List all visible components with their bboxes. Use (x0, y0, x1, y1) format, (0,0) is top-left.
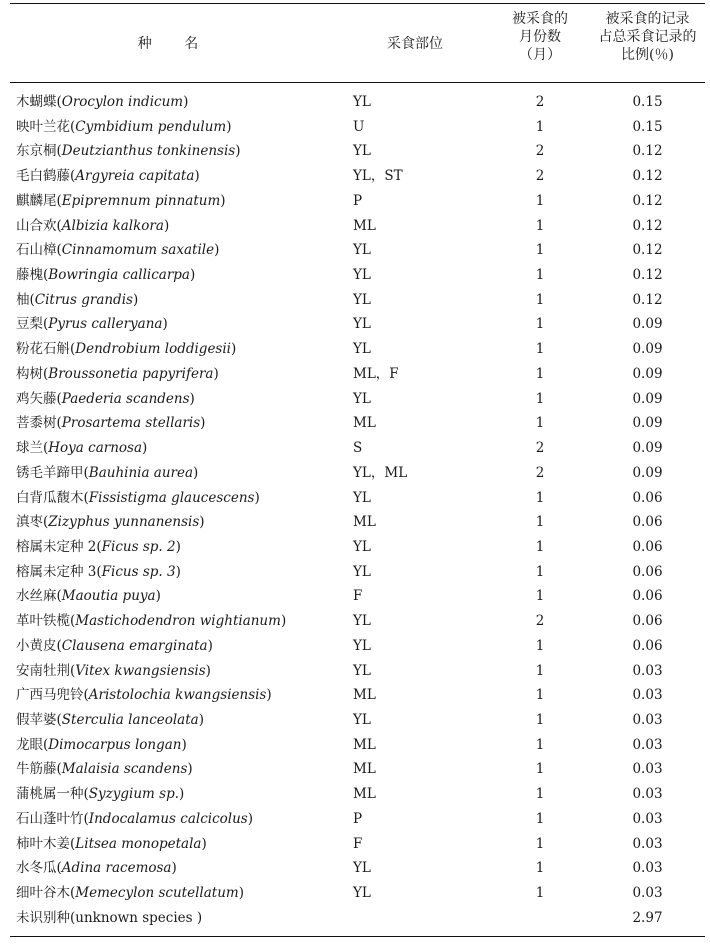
table-body (10, 92, 705, 932)
months-count-cell: 2 (535, 143, 545, 160)
species-chinese-name: 假苹婆 (16, 711, 57, 728)
species-name-cell: 榕属未定种 3(Ficus sp. 3) (16, 563, 181, 580)
table-row (10, 339, 705, 364)
table-row (10, 636, 705, 661)
species-latin-name: Bauhinia aurea (88, 464, 194, 481)
months-count-cell: 2 (535, 440, 545, 457)
table-row (10, 512, 705, 537)
species-chinese-name: 鸡矢藤 (16, 390, 57, 407)
species-latin-name: Fissistigma glaucescens (88, 489, 255, 506)
forage-part-cell: P (353, 810, 363, 827)
months-count-cell: 2 (535, 94, 545, 110)
months-count-cell: 1 (535, 242, 545, 259)
species-chinese-name: 细叶谷木 (16, 885, 70, 901)
table-row (10, 92, 705, 117)
species-chinese-name: 构树 (16, 365, 43, 382)
species-name-cell: 安南牡荆(Vitex kwangsiensis) (16, 662, 211, 679)
months-count-cell: 1 (535, 316, 545, 333)
table-row (10, 537, 705, 562)
record-ratio-cell: 0.15 (632, 94, 663, 110)
species-latin-name: Sterculia lanceolata (61, 711, 199, 728)
months-count-cell: 1 (535, 365, 545, 382)
species-chinese-name: 榕属未定种 3 (16, 563, 97, 580)
species-chinese-name: 龙眼 (16, 736, 43, 753)
months-count-cell: 1 (535, 885, 545, 901)
record-ratio-cell: 0.12 (632, 242, 663, 259)
forage-part-cell: YL (353, 538, 371, 555)
header-months-line: 月份数 (519, 29, 561, 45)
header-part: 采食部位 (387, 36, 443, 52)
record-ratio-cell: 0.06 (632, 563, 663, 580)
species-name-cell: 粉花石斛(Dendrobium loddigesii) (16, 341, 237, 358)
record-ratio-cell: 0.03 (632, 786, 663, 803)
forage-part-cell: YL (353, 291, 371, 308)
species-chinese-name: 柚 (16, 291, 30, 308)
table-row (10, 364, 705, 389)
table-row (10, 735, 705, 760)
forage-part-cell: P (353, 192, 363, 209)
species-latin-name: Clausena emarginata (61, 637, 208, 654)
months-count-cell: 1 (535, 538, 545, 555)
species-latin-name: Deutzianthus tonkinensis (61, 143, 236, 160)
species-chinese-name: 木蝴蝶 (16, 94, 57, 110)
species-latin-name: Dendrobium loddigesii (75, 341, 231, 358)
species-chinese-name: 广西马兜铃 (16, 687, 84, 704)
species-name-cell: 石山樟(Cinnamomum saxatile) (16, 242, 220, 259)
header-ratio-line: 被采食的记录 (605, 11, 690, 27)
species-latin-name: Ficus sp. 3 (101, 563, 176, 580)
record-ratio-cell: 0.03 (632, 761, 663, 778)
forage-part-cell: YL (353, 637, 371, 654)
record-ratio-cell: 0.09 (632, 464, 663, 481)
species-name-cell: 菩黍树(Prosartema stellaris) (16, 415, 206, 432)
header-ratio-line: 比例(％) (621, 47, 674, 63)
months-count-cell: 1 (535, 341, 545, 358)
forage-part-cell: YL (353, 563, 371, 580)
species-name-cell: 鸡矢藤(Paederia scandens) (16, 390, 195, 407)
record-ratio-cell: 0.03 (632, 711, 663, 728)
species-chinese-name: 毛白鹤藤 (16, 168, 70, 185)
forage-part-cell: ML (353, 761, 376, 778)
months-count-cell: 1 (535, 588, 545, 605)
record-ratio-cell: 0.06 (632, 613, 663, 630)
table-row (10, 710, 705, 735)
species-latin-name: Adina racemosa (61, 860, 172, 877)
forage-part-cell: YL (353, 267, 371, 284)
species-name-cell: 水冬瓜(Adina racemosa) (16, 860, 177, 877)
forage-part-cell: ML (353, 415, 376, 432)
species-chinese-name: 映叶兰花 (16, 118, 70, 135)
species-latin-name: Pyrus calleryana (48, 316, 163, 333)
species-name-cell: 滇枣(Zizyphus yunnanensis) (16, 514, 205, 531)
table-row (10, 809, 705, 834)
species-name-cell: 蒲桃属一种(Syzygium sp.) (16, 786, 185, 803)
record-ratio-cell: 0.03 (632, 835, 663, 852)
table-row (10, 141, 705, 166)
record-ratio-cell: 0.09 (632, 415, 663, 432)
species-name-cell: 小黄皮(Clausena emarginata) (16, 637, 213, 654)
species-latin-name: Vitex kwangsiensis (75, 662, 206, 679)
months-count-cell: 1 (535, 291, 545, 308)
record-ratio-cell: 2.97 (632, 909, 663, 926)
species-chinese-name: 粉花石斛 (16, 341, 70, 358)
species-chinese-name: 滇枣 (16, 514, 43, 531)
species-name-cell: 龙眼(Dimocarpus longan) (16, 736, 187, 753)
species-chinese-name: 白背瓜馥木 (16, 489, 84, 506)
table-row (10, 166, 705, 191)
species-latin-name: Ficus sp. 2 (101, 538, 176, 555)
table-row (10, 883, 705, 908)
species-latin-name: Argyreia capitata (75, 168, 195, 185)
months-count-cell: 1 (535, 835, 545, 852)
species-name-cell: 未识别种(unknown species ) (16, 909, 203, 926)
header-months (490, 10, 590, 64)
table-row (10, 834, 705, 859)
species-latin-name: Cymbidium pendulum (75, 118, 227, 135)
record-ratio-cell: 0.03 (632, 662, 663, 679)
record-ratio-cell: 0.09 (632, 341, 663, 358)
species-latin-name: Dimocarpus longan (48, 736, 182, 753)
table-row (10, 216, 705, 241)
forage-part-cell: YL (353, 662, 371, 679)
species-chinese-name: 麒麟尾 (16, 192, 57, 209)
table-row (10, 240, 705, 265)
forage-part-cell: ML (353, 786, 376, 803)
header-months-line: 被采食的 (512, 11, 568, 27)
months-count-cell: 1 (535, 637, 545, 654)
species-latin-name: unknown species (75, 909, 197, 926)
forage-part-cell: YL (353, 711, 371, 728)
months-count-cell: 1 (535, 662, 545, 679)
table-row (10, 759, 705, 784)
species-latin-name: Orocylon indicum (61, 94, 184, 110)
record-ratio-cell: 0.09 (632, 365, 663, 382)
forage-part-cell: YL (353, 860, 371, 877)
species-name-cell: 麒麟尾(Epipremnum pinnatum) (16, 192, 226, 209)
species-name-cell: 柿叶木姜(Litsea monopetala) (16, 835, 207, 852)
months-count-cell: 1 (535, 514, 545, 531)
months-count-cell: 1 (535, 390, 545, 407)
species-latin-name: Aristolochia kwangsiensis (88, 687, 267, 704)
months-count-cell: 1 (535, 489, 545, 506)
months-count-cell: 1 (535, 687, 545, 704)
table-row (10, 784, 705, 809)
species-latin-name: Broussonetia papyrifera (48, 365, 214, 382)
species-name-cell: 革叶铁榄(Mastichodendron wightianum) (16, 613, 287, 630)
table-row (10, 685, 705, 710)
species-name-cell: 藤槐(Bowringia callicarpa) (16, 267, 196, 284)
record-ratio-cell: 0.06 (632, 514, 663, 531)
months-count-cell: 2 (535, 613, 545, 630)
months-count-cell: 2 (535, 168, 545, 185)
forage-part-cell: U (353, 118, 365, 135)
record-ratio-cell: 0.12 (632, 267, 663, 284)
record-ratio-cell: 0.03 (632, 860, 663, 877)
species-chinese-name: 榕属未定种 2 (16, 538, 97, 555)
species-latin-name: Albizia kalkora (61, 217, 164, 234)
forage-part-cell: F (353, 835, 363, 852)
species-name-cell: 石山蓬叶竹(Indocalamus calcicolus) (16, 810, 253, 827)
record-ratio-cell: 0.12 (632, 168, 663, 185)
species-latin-name: Bowringia callicarpa (48, 267, 190, 284)
species-name-cell: 细叶谷木(Memecylon scutellatum) (16, 885, 244, 901)
months-count-cell: 1 (535, 810, 545, 827)
species-chinese-name: 未识别种 (16, 909, 70, 926)
species-chinese-name: 革叶铁榄 (16, 613, 70, 630)
months-count-cell: 1 (535, 217, 545, 234)
months-count-cell: 1 (535, 736, 545, 753)
header-ratio (590, 10, 705, 64)
table-row (10, 463, 705, 488)
species-chinese-name: 牛筋藤 (16, 761, 57, 778)
record-ratio-cell: 0.06 (632, 489, 663, 506)
months-count-cell: 2 (535, 464, 545, 481)
table-row (10, 488, 705, 513)
table-row (10, 290, 705, 315)
species-chinese-name: 菩黍树 (16, 415, 57, 432)
species-chinese-name: 石山樟 (16, 242, 57, 259)
forage-part-cell: YL (353, 143, 371, 160)
species-chinese-name: 水冬瓜 (16, 860, 57, 877)
forage-part-cell: YL (353, 613, 371, 630)
forage-part-cell: ML (353, 687, 376, 704)
table-row (10, 562, 705, 587)
table-bottom-rule (10, 936, 705, 937)
forage-part-cell: ML (353, 514, 376, 531)
header-ratio-line: 占总采食记录的 (598, 29, 697, 45)
table-row (10, 661, 705, 686)
forage-part-cell: F (353, 588, 363, 605)
forage-part-cell: ML，F (353, 365, 399, 382)
species-chinese-name: 水丝麻 (16, 588, 57, 605)
record-ratio-cell: 0.15 (632, 118, 663, 135)
species-chinese-name: 石山蓬叶竹 (16, 810, 84, 827)
table-row (10, 117, 705, 142)
months-count-cell: 1 (535, 786, 545, 803)
record-ratio-cell: 0.06 (632, 588, 663, 605)
species-chinese-name: 山合欢 (16, 217, 57, 234)
species-latin-name: Citrus grandis (34, 291, 133, 308)
table-row (10, 389, 705, 414)
table-row (10, 413, 705, 438)
species-chinese-name: 东京桐 (16, 143, 57, 160)
forage-part-cell: YL (353, 341, 371, 358)
months-count-cell: 1 (535, 118, 545, 135)
species-latin-name: Memecylon scutellatum (75, 885, 239, 901)
species-latin-name: Paederia scandens (61, 390, 190, 407)
months-count-cell: 1 (535, 415, 545, 432)
species-name-cell: 假苹婆(Sterculia lanceolata) (16, 711, 204, 728)
record-ratio-cell: 0.09 (632, 390, 663, 407)
forage-part-cell: ML (353, 217, 376, 234)
species-latin-name: Malaisia scandens (61, 761, 188, 778)
species-name-cell: 柚(Citrus grandis) (16, 291, 139, 308)
forage-part-cell: YL (353, 94, 371, 110)
forage-part-cell: S (353, 440, 363, 457)
forage-part-cell: YL (353, 316, 371, 333)
record-ratio-cell: 0.06 (632, 637, 663, 654)
species-latin-name: Zizyphus yunnanensis (48, 514, 200, 531)
species-name-cell: 毛白鹤藤(Argyreia capitata) (16, 168, 200, 185)
species-name-cell: 牛筋藤(Malaisia scandens) (16, 761, 193, 778)
table-header-rule (10, 82, 705, 83)
species-chinese-name: 豆梨 (16, 316, 43, 333)
table-row (10, 265, 705, 290)
species-name-cell: 白背瓜馥木(Fissistigma glaucescens) (16, 489, 260, 506)
header-months-line: （月） (519, 47, 561, 63)
species-name-cell: 广西马兜铃(Aristolochia kwangsiensis) (16, 687, 272, 704)
record-ratio-cell: 0.09 (632, 316, 663, 333)
species-name-cell: 山合欢(Albizia kalkora) (16, 217, 170, 234)
record-ratio-cell: 0.12 (632, 143, 663, 160)
species-name-cell: 东京桐(Deutzianthus tonkinensis) (16, 143, 241, 160)
species-name-cell: 豆梨(Pyrus calleryana) (16, 316, 168, 333)
record-ratio-cell: 0.03 (632, 810, 663, 827)
months-count-cell: 1 (535, 267, 545, 284)
species-latin-name: Cinnamomum saxatile (61, 242, 215, 259)
species-name-cell: 榕属未定种 2(Ficus sp. 2) (16, 538, 181, 555)
species-chinese-name: 安南牡荆 (16, 662, 70, 679)
record-ratio-cell: 0.12 (632, 217, 663, 234)
months-count-cell: 1 (535, 563, 545, 580)
species-latin-name: Syzygium sp. (88, 786, 180, 803)
species-name-cell: 水丝麻(Maoutia puya) (16, 588, 161, 605)
species-name-cell: 球兰(Hoya carnosa) (16, 440, 148, 457)
months-count-cell: 1 (535, 711, 545, 728)
table-top-rule (10, 3, 705, 4)
forage-part-cell: YL (353, 489, 371, 506)
species-latin-name: Epipremnum pinnatum (61, 192, 221, 209)
species-latin-name: Mastichodendron wightianum (75, 613, 281, 630)
species-chinese-name: 球兰 (16, 440, 43, 457)
species-chinese-name: 蒲桃属一种 (16, 786, 84, 803)
record-ratio-cell: 0.12 (632, 192, 663, 209)
species-name-cell: 木蝴蝶(Orocylon indicum) (16, 94, 189, 110)
species-chinese-name: 藤槐 (16, 267, 43, 284)
table-row (10, 191, 705, 216)
forage-part-cell: YL (353, 242, 371, 259)
table-row (10, 314, 705, 339)
months-count-cell: 1 (535, 860, 545, 877)
months-count-cell: 1 (535, 192, 545, 209)
table-row (10, 611, 705, 636)
months-count-cell: 1 (535, 761, 545, 778)
record-ratio-cell: 0.03 (632, 736, 663, 753)
species-latin-name: Hoya carnosa (48, 440, 143, 457)
table-row (10, 908, 705, 933)
record-ratio-cell: 0.03 (632, 885, 663, 901)
species-chinese-name: 锈毛羊蹄甲 (16, 464, 84, 481)
species-latin-name: Maoutia puya (61, 588, 156, 605)
species-chinese-name: 小黄皮 (16, 637, 57, 654)
species-latin-name: Litsea monopetala (75, 835, 202, 852)
species-latin-name: Indocalamus calcicolus (88, 810, 248, 827)
species-latin-name: Prosartema stellaris (61, 415, 201, 432)
species-chinese-name: 柿叶木姜 (16, 835, 70, 852)
species-name-cell: 构树(Broussonetia papyrifera) (16, 365, 219, 382)
forage-part-cell: ML (353, 736, 376, 753)
record-ratio-cell: 0.12 (632, 291, 663, 308)
forage-part-cell: YL，ST (353, 168, 403, 185)
forage-part-cell: YL，ML (353, 464, 408, 481)
forage-part-cell: YL (353, 390, 371, 407)
table-row (10, 586, 705, 611)
table-row (10, 438, 705, 463)
header-species: 种 名 (137, 36, 213, 52)
species-name-cell: 锈毛羊蹄甲(Bauhinia aurea) (16, 464, 199, 481)
species-name-cell: 映叶兰花(Cymbidium pendulum) (16, 118, 232, 135)
record-ratio-cell: 0.06 (632, 538, 663, 555)
record-ratio-cell: 0.09 (632, 440, 663, 457)
forage-part-cell: YL (353, 885, 371, 901)
record-ratio-cell: 0.03 (632, 687, 663, 704)
table-row (10, 858, 705, 883)
